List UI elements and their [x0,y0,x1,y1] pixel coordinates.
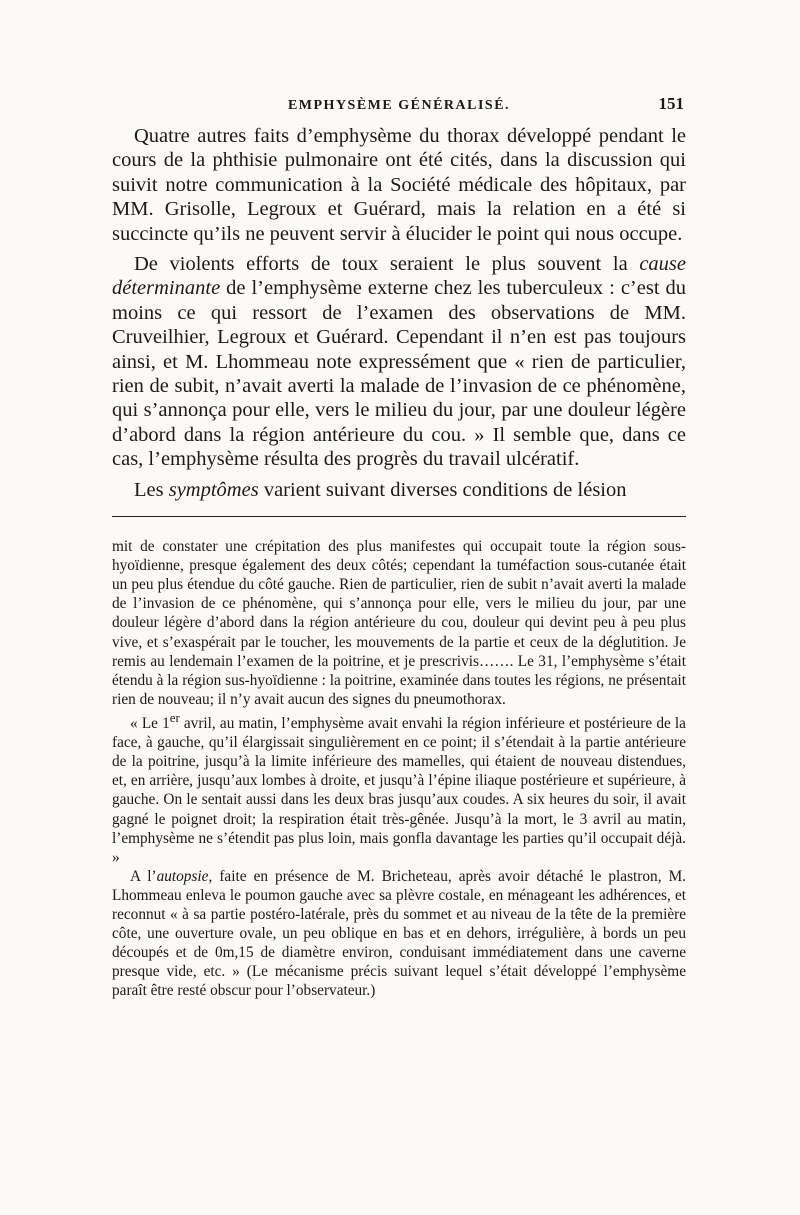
paragraph-2 [112,252,686,472]
footnote-2-start: « Le 1 [130,715,170,733]
footnote-3-rest: , faite en présence de M. Bricheteau, après avoir détaché le plastron, M. Lhommeau enleva le poumon gauche avec sa plèvre costale, en ménageant les adhérences, et reconnut « à sa partie postéro-latérale, près du sommet et au niveau de la tête de la première côte, une ouverture ovale, un peu oblique en bas et en dehors, irrégulière, à bords un peu découpés et de 0m,15 de diamètre environ, conduisant immédiatement dans une caverne presque vide, etc. » (Le mécanisme précis suivant lequel s’était développé l’emphysème paraît être resté obscur pour l’observateur.) [112,867,686,1000]
footnote [112,537,686,1000]
footnote-3-start: A l’ [130,867,157,885]
emphasis-cause-determinante: cause déterminante [112,253,686,300]
footnote-2-rest: avril, au matin, l’emphysème avait envahi la région inférieure et postérieure de la face, à gauche, qu’il élargissait singulièrement en ce point; il s’étendait à la partie antérieure de la poitrine, jusqu’à la limite inférieure des mamelles, qui étaient de nouveau distendues, et, en arrière, jusqu’aux lombes à droite, et jusqu’à l’épine iliaque postérieure et supérieure, à gauche. On le sentait aussi dans les deux bras jusqu’aux coudes. A six heures du soir, il avait gagné le poignet droit; la respiration était très-gênée. Jusqu’à la mort, le 3 avril au matin, l’emphysème ne s’étendit pas plus loin, mais gonfla davantage les parties qu’il occupait déjà. » [112,715,686,866]
paragraph-2-rest: de l’emphysème externe chez les tuberculeux : c’est du moins ce qui ressort de l’examen des observations de MM. Cruveilhier, Legroux et Guérard. Cependant il n’en est pas toujours ainsi, et M. Lhommeau note expressément que « rien de particulier, rien de subit, n’avait averti la malade de l’invasion de ce phénomène, qui s’annonça pour elle, vers le milieu du jour, par une douleur légère d’abord dans la région antérieure du cou. » Il semble que, dans ce cas, l’emphysème résulta des progrès du travail ulcératif. [112,277,686,471]
paragraph-2-start: De violents efforts de toux seraient le plus souvent la [134,253,640,276]
footnote-paragraph-3 [112,867,686,1001]
emphasis-autopsie: autopsie [156,867,209,885]
page-header [112,96,686,124]
running-title: EMPHYSÈME GÉNÉRALISÉ. [287,98,511,113]
paragraph-1: Quatre autres faits d’emphysème du thorax développé pendant le cours de la phthisie pulmonaire ont été cités, dans la discussion qui suivit notre communication à la Société médicale des hôpitaux, par MM. Grisolle, Legroux et Guérard, mais la relation en a été si succincte qu’ils ne peuvent servir à élucider le point qui nous occupe. [112,125,686,245]
page-number: 151 [658,94,684,113]
main-text [112,124,686,502]
emphasis-symptomes: symptômes [168,478,259,501]
paragraph-3 [112,478,686,502]
footnote-divider [112,516,686,517]
book-page [112,96,686,1000]
paragraph-3-rest: varient suivant diverses conditions de lésion [258,478,627,501]
ordinal-superscript: er [169,710,180,725]
footnote-paragraph-2 [112,709,686,867]
paragraph-3-start: Les [134,478,169,501]
footnote-paragraph-1: mit de constater une crépitation des plus manifestes qui occupait toute la région sous-hyoïdienne, presque également des deux côtés; cependant la tuméfaction sous-cutanée était un peu plus étendue du côté gauche. Rien de particulier, rien de subit n’avait averti la malade de l’invasion de ce phénomène, qui s’annonça pour elle, vers le milieu du jour, par une douleur légère d’abord dans la région antérieure du cou, douleur qui devint peu à peu plus vive, et s’exaspérait par le toucher, les mouvements de la partie et ceux de la déglutition. Je remis au lendemain l’examen de la poitrine, et je prescrivis……. Le 31, l’emphysème s’était étendu à la région sus-hyoïdienne : la poitrine, examinée dans toutes les régions, ne présentait rien de nouveau; il n’y avait aucun des signes du pneumothorax. [112,538,686,708]
